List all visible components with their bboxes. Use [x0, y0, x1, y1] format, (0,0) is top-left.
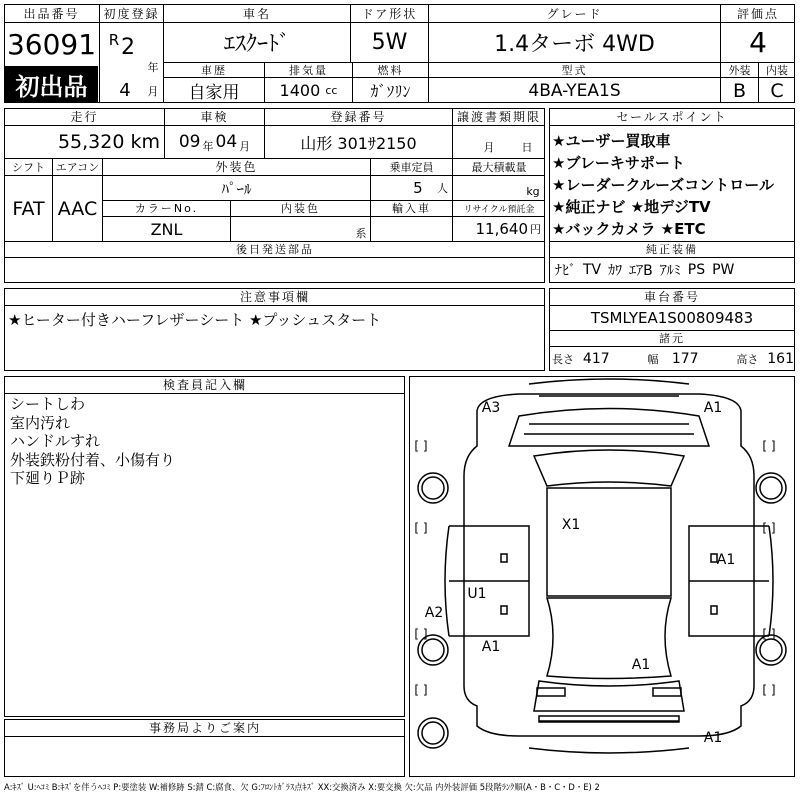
fuel-label: 燃料: [377, 63, 404, 77]
int-label: 内装: [766, 63, 788, 77]
equipment-list: [550, 258, 794, 282]
score-label: 評価点: [736, 6, 779, 21]
damage-mark: U1: [467, 586, 487, 602]
recycle-unit: 円: [530, 223, 541, 236]
cap-label: 乗車定員: [389, 160, 434, 174]
equip-item: PW: [712, 262, 735, 278]
damage-mark: A1: [716, 552, 736, 568]
inspect-month: 04: [215, 132, 238, 152]
damage-mark: A2: [424, 605, 444, 621]
score: 4: [749, 25, 767, 59]
lot-no: 36091: [6, 27, 97, 61]
sales-point: ★レーダークルーズコントロール: [552, 176, 774, 194]
bracket-mark: [ ]: [762, 627, 776, 641]
displacement: [265, 78, 352, 103]
recycle-label: リサイクル預託金: [463, 204, 535, 215]
sales-point: ★ユーザー買取車: [552, 132, 671, 150]
sales-point: ★ブレーキサポート: [552, 154, 685, 172]
inspector-line: 室内汚れ: [10, 413, 71, 432]
office-label: 事務局よりご案内: [148, 721, 261, 735]
bracket-mark: [ ]: [414, 627, 428, 641]
exterior-color: ﾊﾟｰﾙ: [221, 179, 252, 198]
plate-number: 山形 301ｻ2150: [300, 133, 417, 153]
grade-label: グレード: [546, 6, 603, 21]
inspect-year-unit: 年: [202, 140, 214, 153]
bracket-mark: [ ]: [762, 521, 776, 535]
dimensions: [552, 347, 794, 370]
ac-label: エアコン: [55, 160, 100, 174]
legend: A:ｷｽﾞ U:ﾍｺﾐ B:ｷｽﾞを伴うﾍｺﾐ P:要塗装 W:補修跡 S:錆 C:腐食、欠 G:ﾌﾛﾝﾄｶﾞﾗｽ点ｷｽﾞ XX:交換済み X:要交換 欠:欠品 内外装評価 5段階ﾗﾝｸ順(A・B・C・D・E) 2: [4, 782, 600, 792]
disp-label: 排気量: [289, 63, 328, 77]
sales-point: ★バックカメラ ★ETC: [552, 220, 706, 238]
reg-year: 2: [121, 34, 135, 60]
model-code: 4BA-YEA1S: [528, 80, 621, 101]
sales-points: [552, 130, 774, 240]
reg-era: R: [108, 31, 120, 49]
interior-unit: 系: [355, 227, 367, 240]
mileage-label: 走行: [70, 110, 99, 124]
capacity-unit: 人: [437, 182, 448, 195]
reg-month: 4: [119, 80, 131, 100]
fuel: ｶﾞｿﾘﾝ: [370, 82, 411, 101]
equip-item: PS: [687, 262, 706, 278]
ext-label: 外装: [728, 63, 751, 77]
reg-label: 初度登録: [103, 6, 160, 21]
later-parts-label: 後日発送部品: [236, 243, 314, 256]
notes-label: 注意事項欄: [239, 290, 310, 304]
mileage: [5, 126, 164, 158]
sales-label: セールスポイント: [616, 110, 728, 124]
name-label: 車名: [242, 6, 271, 21]
color-label: 外装色: [215, 160, 258, 174]
bracket-mark: [ ]: [414, 521, 428, 535]
load-label: 最大積載量: [471, 160, 527, 174]
equip-item: ｴｱB: [629, 263, 653, 279]
damage-mark: A1: [631, 657, 651, 673]
history: 自家用: [188, 83, 240, 103]
equip-item: ｶﾜ: [608, 263, 623, 279]
door-shape: 5W: [371, 29, 408, 55]
damage-mark: A3: [481, 400, 501, 416]
color-no-label: カラーNo.: [134, 202, 199, 215]
history-label: 車歴: [201, 63, 227, 77]
transfer-month: 月: [483, 141, 495, 154]
color-no: ZNL: [150, 219, 183, 239]
grade: 1.4ターボ 4WD: [494, 31, 655, 57]
plate-label: 登録番号: [330, 110, 387, 124]
inspector-notes: [10, 395, 175, 488]
capacity: [371, 176, 452, 200]
inspector-label: 検査員記入欄: [162, 378, 247, 392]
transfer-label: 譲渡書類期限: [456, 110, 541, 124]
recycle-fee: [453, 217, 545, 241]
damage-mark: A1: [481, 639, 501, 655]
inspector-line: 外装鉄粉付着、小傷有り: [10, 450, 176, 469]
door-label: ドア形状: [361, 6, 418, 21]
inspection-date: [165, 126, 264, 158]
model-label: 型式: [561, 63, 588, 77]
disp-unit: cc: [325, 84, 338, 97]
damage-mark: A1: [703, 400, 723, 416]
dims-label: 諸元: [659, 332, 685, 345]
sales-point: ★純正ナビ ★地デジTV: [552, 198, 711, 216]
inspect-year: 09: [178, 132, 201, 152]
first-listing-badge: 初出品: [5, 66, 98, 102]
notes-text: ★ヒーター付きハーフレザーシート ★プッシュスタート: [8, 310, 382, 329]
load-unit: kg: [526, 184, 540, 198]
chassis-label: 車台番号: [643, 290, 700, 304]
equip-item: TV: [583, 262, 602, 278]
int-grade: C: [770, 79, 784, 102]
lot-no-label: 出品番号: [23, 6, 80, 21]
recycle-value: 11,640: [475, 220, 528, 238]
bracket-mark: [ ]: [762, 683, 776, 697]
height: 高さ 161: [736, 350, 794, 367]
chassis-number: TSMLYEA1S00809483: [590, 309, 754, 327]
inspect-label: 車検: [200, 110, 229, 124]
inspector-line: 下廻りＰ跡: [10, 469, 86, 487]
air-con: AAC: [57, 197, 98, 220]
equip-item: ｱﾙﾐ: [659, 263, 681, 279]
interior-label: 内装色: [281, 202, 320, 215]
damage-mark: A1: [703, 730, 723, 746]
month-unit: 月: [147, 85, 159, 98]
car-name: ｴｽｸｰﾄﾞ: [223, 31, 290, 57]
width: 幅 177: [647, 350, 699, 367]
import-label: 輸入車: [392, 202, 431, 215]
bracket-mark: [ ]: [762, 439, 776, 453]
transfer-day: 日: [521, 141, 533, 154]
mileage-unit: km: [130, 131, 160, 153]
equip-label: 純正装備: [646, 243, 698, 256]
shift-label: シフト: [12, 160, 45, 174]
mileage-value: 55,320: [57, 131, 125, 153]
inspect-month-unit: 月: [239, 140, 251, 153]
inspector-line: ハンドルすれ: [10, 432, 101, 450]
capacity-value: 5: [413, 179, 423, 197]
length: 長さ 417: [552, 350, 610, 367]
year-unit: 年: [147, 61, 159, 74]
inspector-line: シートしわ: [10, 395, 86, 413]
bracket-mark: [ ]: [414, 683, 428, 697]
car-diagram: [409, 376, 795, 777]
bracket-mark: [ ]: [414, 439, 428, 453]
ext-grade: B: [732, 79, 747, 102]
disp-value: 1400: [279, 81, 321, 100]
shift: FAT: [12, 197, 45, 220]
damage-mark: X1: [561, 517, 581, 533]
equip-item: ﾅﾋﾞ: [555, 263, 576, 279]
